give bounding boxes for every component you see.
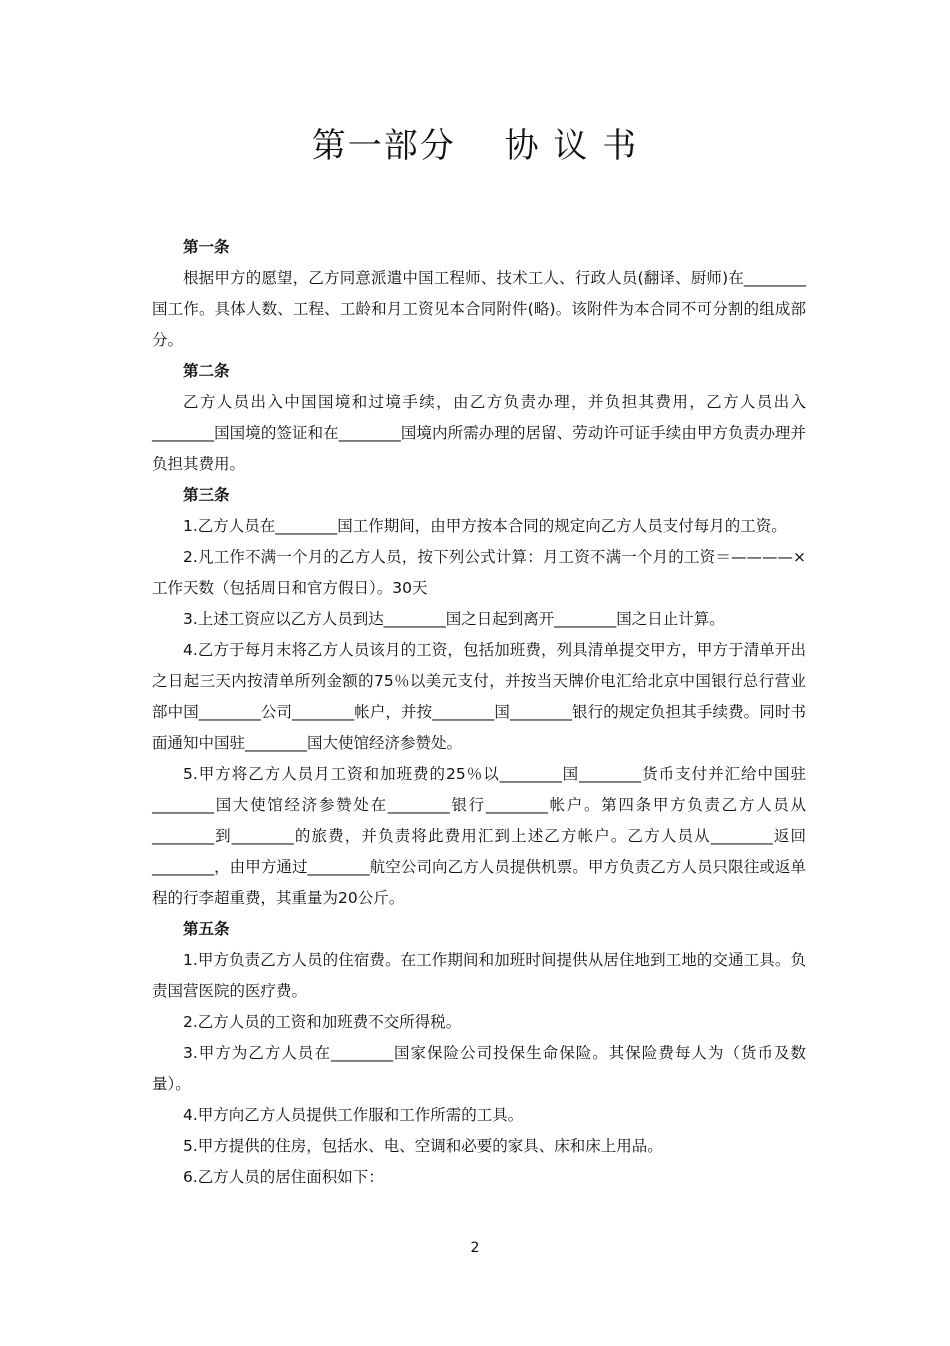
article-heading: 第二条 [183, 362, 230, 380]
paragraph: 4.甲方向乙方人员提供工作服和工作所需的工具。 [183, 1106, 524, 1124]
article-heading: 第三条 [183, 486, 230, 504]
paragraph: 5.甲方提供的住房，包括水、电、空调和必要的家具、床和床上用品。 [183, 1137, 663, 1155]
paragraph: 根据甲方的愿望，乙方同意派遣中国工程师、技术工人、行政人员(翻译、厨师)在________国工作。具体人数、工程、工龄和月工资见本合同附件(略)。该附件为本合同不可分割的组成部分。 [152, 269, 806, 349]
paragraph: 1.甲方负责乙方人员的住宿费。在工作期间和加班时间提供从居住地到工地的交通工具。负责国营医院的医疗费。 [152, 951, 806, 1000]
paragraph: 6.乙方人员的居住面积如下： [183, 1168, 384, 1186]
paragraph: 2.乙方人员的工资和加班费不交所得税。 [183, 1013, 462, 1031]
paragraph: 5.甲方将乙方人员月工资和加班费的25％以________国________货币支付并汇给中国驻________国大使馆经济参赞处在________银行________帐户。第四条甲方负责乙方人员从________到________的旅费，并负责将此费用汇到上述乙方帐户。乙方人员从________返回________，由甲方通过________航空公司向乙方人员提供机票。甲方负责乙方人员只限往或返单程的行李超重费，其重量为20公斤。 [152, 765, 806, 907]
document-title: 第一部分 协 议 书 [311, 126, 639, 166]
paragraph: 1.乙方人员在________国工作期间，由甲方按本合同的规定向乙方人员支付每月的工资。 [183, 517, 787, 535]
document-body [152, 232, 806, 1193]
article-heading: 第五条 [183, 920, 230, 938]
page-number: 2 [470, 1240, 480, 1256]
paragraph: 2.凡工作不满一个月的乙方人员，按下列公式计算：月工资不满一个月的工资＝————×工作天数（包括周日和官方假日）。30天 [152, 548, 806, 597]
paragraph: 乙方人员出入中国国境和过境手续，由乙方负责办理，并负担其费用，乙方人员出入________国国境的签证和在________国境内所需办理的居留、劳动许可证手续由甲方负责办理并负担其费用。 [152, 393, 806, 473]
paragraph: 3.上述工资应以乙方人员到达________国之日起到离开________国之日止计算。 [183, 610, 725, 628]
paragraph: 4.乙方于每月末将乙方人员该月的工资，包括加班费，列具清单提交甲方，甲方于清单开出之日起三天内按清单所列金额的75％以美元支付，并按当天牌价电汇给北京中国银行总行营业部中国________公司________帐户，并按________国________银行的规定负担其手续费。同时书面通知中国驻________国大使馆经济参赞处。 [152, 641, 806, 752]
paragraph: 3.甲方为乙方人员在________国家保险公司投保生命保险。其保险费每人为（货币及数量）。 [152, 1044, 806, 1093]
article-heading: 第一条 [183, 238, 230, 256]
